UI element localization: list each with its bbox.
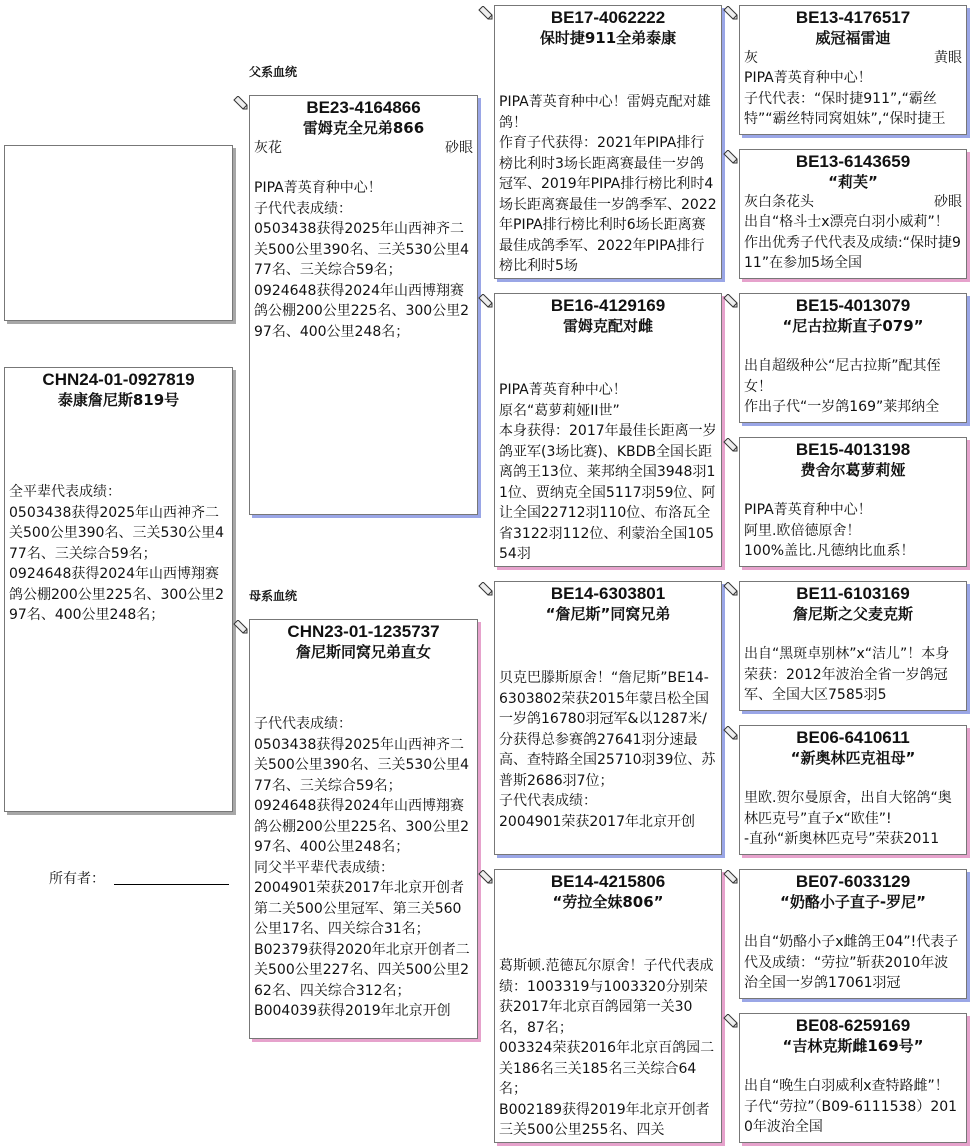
sire-description: PIPA菁英育种中心！ 子代代表成绩： 0503438获得2025年山西神齐二关500公里390名、三关530公里477名、三关综合59名； 0924648获得2024年山西博翔赛鸽公棚200公里225名、300公里297名、400公里248名； [254, 180, 470, 340]
great-granddam-4-name: “吉林克斯雌169号” [782, 1037, 924, 1055]
subject-ring-number: CHN24-01-0927819 [42, 370, 195, 389]
pencil-icon[interactable] [723, 726, 739, 742]
maternal-grandsire-name: “詹尼斯”同窝兄弟 [545, 605, 671, 623]
great-grandsire-1-name: 威冠福雷迪 [815, 29, 891, 47]
great-granddam-1-card [739, 149, 967, 279]
paternal-grandsire-ring: BE17-4062222 [550, 8, 666, 27]
pencil-icon[interactable] [478, 582, 494, 598]
pencil-icon[interactable] [723, 294, 739, 310]
pencil-icon[interactable] [723, 870, 739, 886]
great-grandsire-4-card [739, 869, 967, 999]
subject-card [4, 367, 233, 812]
dam-line-label: 母系血统 [249, 589, 298, 603]
great-grandsire-2-ring: BE15-4013079 [795, 296, 911, 315]
great-granddam-2-description: PIPA菁英育种中心！ 阿里.欧倍德原舍！ 100%盖比.凡德纳比血系！ [744, 502, 915, 559]
pencil-icon[interactable] [478, 870, 494, 886]
paternal-grandsire-name: 保时捷911全弟泰康 [539, 29, 677, 47]
pencil-icon[interactable] [478, 294, 494, 310]
great-grandsire-2-description: 出自超级种公“尼古拉斯”配其侄女！ 作出子代“一岁鸽169”莱邦纳全 [744, 358, 941, 415]
dam-ring-number: CHN23-01-1235737 [287, 622, 440, 641]
dam-description: 子代代表成绩： 0503438获得2025年山西神齐二关500公里390名、三关530公里477名、三关综合59名； 0924648获得2024年山西博翔赛鸽公棚200公里225名、300公里297名、400公里248名； 同父半平辈代表成绩： 2004901荣获2017年北京开创者第二关500公里冠军、第三关560公里17名、四关综合31名； B02379获得2020年北京开创者二关500公里227名、四关500公里262名、四关综合312名； B004039获得2019年北京开创 [254, 716, 470, 1019]
pencil-icon[interactable] [723, 582, 739, 598]
great-grandsire-1-card [739, 5, 967, 135]
great-grandsire-2-card [739, 293, 967, 423]
sire-line-label: 父系血统 [249, 65, 298, 79]
great-grandsire-3-ring: BE11-6103169 [796, 584, 910, 603]
great-grandsire-3-description: 出自“黑斑卓别林”x“洁儿”！本身荣获：2012年波治全省一岁鸽冠军、全国大区7585羽5 [744, 646, 950, 703]
great-grandsire-3-card [739, 581, 967, 711]
subject-description: 全平辈代表成绩： 0503438获得2025年山西神齐二关500公里390名、三关530公里477名、三关综合59名； 0924648获得2024年山西博翔赛鸽公棚200公里225名、300公里297名、400公里248名； [9, 484, 225, 623]
sire-eye: 砂眼 [445, 140, 473, 156]
pencil-icon[interactable] [723, 6, 739, 22]
maternal-granddam-description: 葛斯顿.范德瓦尔原舍！子代代表成绩：1003319与1003320分别荣获2017年北京百鸽园第一关30名，87名； 003324荣获2016年北京百鸽园二关186名三关185名三关综合64名； B002189获得2019年北京开创者三关500公里255名、四关 [499, 958, 715, 1138]
paternal-grandsire-description: PIPA菁英育种中心！雷姆克配对雄鸽！ 作育子代获得：2021年PIPA排行榜比利时3场长距离赛最佳一岁鸽冠军、2019年PIPA排行榜比利时4场长距离赛最佳一岁鸽季军、2022年PIPA排行榜比利时6场长距离赛最佳成鸽季军、2022年PIPA排行榜比利时5场 [499, 94, 717, 274]
pencil-icon[interactable] [723, 1014, 739, 1030]
subject-name: 泰康詹尼斯819号 [57, 391, 180, 409]
great-granddam-1-description: 出自“格斗士x漂亮白羽小威莉”！作出优秀子代代表及成绩:“保时捷911”在参加5场全国 [744, 214, 961, 271]
pencil-icon[interactable] [723, 150, 739, 166]
great-grandsire-4-ring: BE07-6033129 [795, 872, 911, 891]
great-granddam-1-eye: 砂眼 [934, 194, 962, 210]
dam-name: 詹尼斯同窝兄弟直女 [295, 643, 431, 661]
great-granddam-3-card [739, 725, 967, 855]
maternal-grandsire-description: 贝克巴滕斯原舍！“詹尼斯”BE14-6303802荣获2015年蒙吕松全国一岁鸽16780羽冠军&以1287米/分获得总参赛鸽27641羽分速最高、查特路全国25710羽39位、苏普斯2686羽7位； 子代代表成绩： 2004901荣获2017年北京开创 [499, 670, 716, 830]
great-granddam-1-color: 灰白条花头 [744, 194, 814, 210]
owner-input-line[interactable] [114, 884, 229, 885]
great-granddam-2-ring: BE15-4013198 [795, 440, 911, 459]
sire-card [249, 95, 478, 515]
sire-color: 灰花 [254, 140, 282, 156]
photo-frame [4, 145, 233, 321]
great-grandsire-2-name: “尼古拉斯直子079” [782, 317, 924, 335]
great-grandsire-1-ring: BE13-4176517 [795, 8, 911, 27]
great-grandsire-4-name: “奶酪小子直子-罗尼” [780, 893, 926, 911]
maternal-granddam-ring: BE14-4215806 [550, 872, 666, 891]
great-granddam-3-name: “新奥林匹克祖母” [790, 749, 916, 767]
paternal-grandsire-card [494, 5, 722, 279]
sire-ring-number: BE23-4164866 [306, 98, 421, 117]
great-granddam-1-name: “莉芙” [828, 173, 878, 191]
maternal-granddam-name: “劳拉全妹806” [552, 893, 664, 911]
owner-label: 所有者： [49, 871, 105, 887]
pencil-icon[interactable] [233, 96, 249, 112]
sire-name: 雷姆克全兄弟866 [302, 119, 425, 137]
pencil-icon[interactable] [233, 620, 249, 636]
pencil-icon[interactable] [723, 438, 739, 454]
great-granddam-4-ring: BE08-6259169 [795, 1016, 911, 1035]
great-grandsire-1-eye: 黄眼 [934, 50, 962, 66]
great-grandsire-3-name: 詹尼斯之父麦克斯 [792, 605, 913, 623]
great-granddam-3-description: 里欧.贺尔曼原舍，出自大铭鸽“奥林匹克号”直子x“欧佳”! -直孙“新奥林匹克号”荣获2011 [744, 790, 952, 847]
maternal-granddam-card [494, 869, 722, 1143]
great-granddam-4-card [739, 1013, 967, 1143]
paternal-granddam-ring: BE16-4129169 [550, 296, 666, 315]
paternal-granddam-description: PIPA菁英育种中心！ 原名“葛萝莉娅II世” 本身获得：2017年最佳长距离一岁鸽亚军(3场比赛)、KBDB全国长距离鸽王13位、莱邦纳全国3948羽11位、贾纳克全国5117羽59位、阿让全国22712羽110位、布洛瓦全省3122羽112位、利蒙治全国10554羽 [499, 382, 717, 562]
paternal-granddam-name: 雷姆克配对雌 [562, 317, 653, 335]
paternal-granddam-card [494, 293, 722, 567]
great-granddam-1-ring: BE13-6143659 [795, 152, 911, 171]
dam-card [249, 619, 478, 1039]
great-granddam-3-ring: BE06-6410611 [796, 728, 910, 747]
maternal-grandsire-card [494, 581, 722, 855]
great-grandsire-1-description: PIPA菁英育种中心！ 子代代表：“保时捷911”,“霸丝特”“霸丝特同窝姐妹”,“保时捷王 [744, 70, 946, 127]
great-granddam-2-card [739, 437, 967, 567]
pencil-icon[interactable] [478, 6, 494, 22]
great-grandsire-4-description: 出自“奶酪小子x雌鸽王04”!代表子代及成绩：“劳拉”斩获2010年波治全国一岁鸽17061羽冠 [744, 934, 959, 991]
great-granddam-4-description: 出自“晚生白羽威利x查特路雌”！子代“劳拉”（B09-6111538）2010年波治全国 [744, 1078, 958, 1135]
maternal-grandsire-ring: BE14-6303801 [550, 584, 666, 603]
great-granddam-2-name: 费舍尔葛萝莉娅 [800, 461, 906, 479]
great-grandsire-1-color: 灰 [744, 50, 758, 66]
